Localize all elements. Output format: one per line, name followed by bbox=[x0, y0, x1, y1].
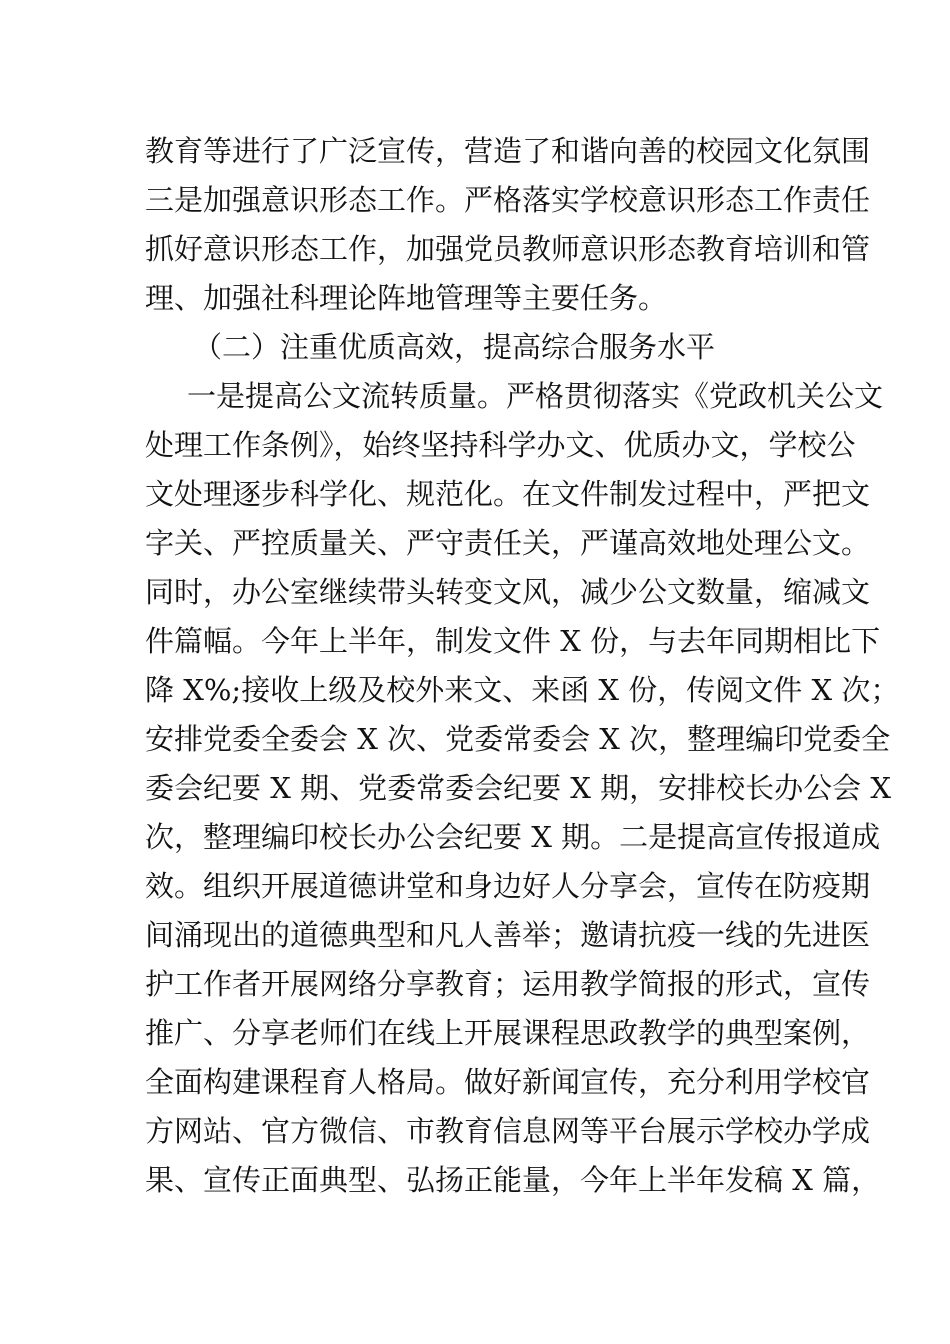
text-line-1: 教育等进行了广泛宣传，营造了和谐向善的校园文化氛围 bbox=[145, 134, 871, 168]
document-body bbox=[145, 127, 900, 1205]
text-line-11: 件篇幅。今年上半年，制发文件 X 份，与去年同期相比下 bbox=[145, 624, 881, 658]
text-line-6: 一是提高公文流转质量。严格贯彻落实《党政机关公文 bbox=[187, 379, 884, 413]
text-line-15: 次，整理编印校长办公会纪要 X 期。二是提高宣传报道成 bbox=[145, 820, 881, 854]
text-line-19: 推广、分享老师们在线上开展课程思政教学的典型案例， bbox=[145, 1016, 871, 1050]
text-line-18: 护工作者开展网络分享教育；运用教学简报的形式，宣传 bbox=[145, 967, 871, 1001]
text-line-8: 文处理逐步科学化、规范化。在文件制发过程中，严把文 bbox=[145, 477, 871, 511]
text-line-17: 间涌现出的道德典型和凡人善举；邀请抗疫一线的先进医 bbox=[145, 918, 871, 952]
text-line-12: 降 X%;接收上级及校外来文、来函 X 份，传阅文件 X 次； bbox=[145, 673, 900, 707]
text-line-4: 理、加强社科理论阵地管理等主要任务。 bbox=[145, 281, 668, 315]
text-line-20: 全面构建课程育人格局。做好新闻宣传，充分利用学校官 bbox=[145, 1065, 871, 1099]
section-heading: （二）注重优质高效，提高综合服务水平 bbox=[193, 330, 716, 364]
text-line-21: 方网站、官方微信、市教育信息网等平台展示学校办学成 bbox=[145, 1114, 871, 1148]
text-line-16: 效。组织开展道德讲堂和身边好人分享会，宣传在防疫期 bbox=[145, 869, 871, 903]
text-line-9: 字关、严控质量关、严守责任关，严谨高效地处理公文。 bbox=[145, 526, 871, 560]
text-line-14: 委会纪要 X 期、党委常委会纪要 X 期，安排校长办公会 X bbox=[145, 771, 892, 805]
text-line-3: 抓好意识形态工作，加强党员教师意识形态教育培训和管 bbox=[145, 232, 871, 266]
text-line-13: 安排党委全委会 X 次、党委常委会 X 次，整理编印党委全 bbox=[145, 722, 891, 756]
text-line-7: 处理工作条例》，始终坚持科学办文、优质办文，学校公 bbox=[145, 428, 856, 462]
text-line-22: 果、宣传正面典型、弘扬正能量，今年上半年发稿 X 篇， bbox=[145, 1163, 881, 1197]
text-line-2: 三是加强意识形态工作。严格落实学校意识形态工作责任 bbox=[145, 183, 871, 217]
text-line-10: 同时，办公室继续带头转变文风，减少公文数量，缩减文 bbox=[145, 575, 871, 609]
